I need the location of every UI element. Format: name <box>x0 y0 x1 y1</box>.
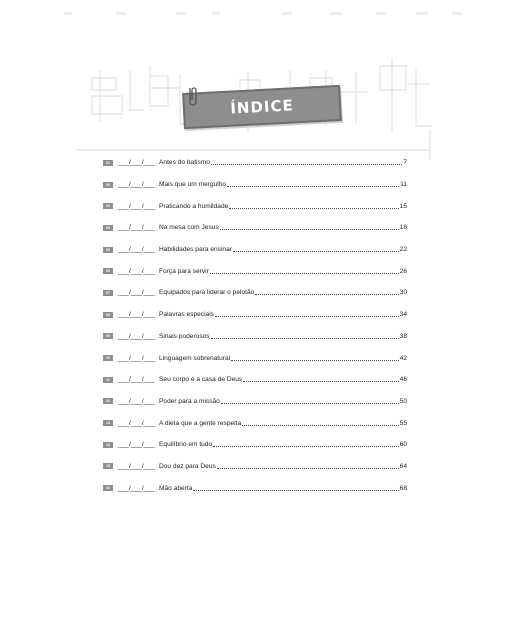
dot-leader <box>215 316 399 317</box>
dot-leader <box>242 425 399 426</box>
date-blank: ___/___/___ <box>118 289 155 297</box>
dot-leader <box>217 468 399 469</box>
entry-number: 03 <box>103 203 113 209</box>
entry-page: 34 <box>399 311 407 319</box>
entry-page: 18 <box>399 224 407 232</box>
date-blank: ___/___/___ <box>118 224 155 232</box>
entry-page: 38 <box>399 332 407 340</box>
dot-leader <box>229 208 398 209</box>
date-blank: ___/___/___ <box>118 159 155 167</box>
entry-number: 14 <box>103 442 113 448</box>
toc-entry <box>103 477 407 499</box>
date-blank: ___/___/___ <box>118 311 155 319</box>
date-blank: ___/___/___ <box>118 441 155 449</box>
entry-number: 09 <box>103 333 113 339</box>
entry-number: 15 <box>103 463 113 469</box>
paperclip-icon <box>186 86 198 108</box>
dot-leader <box>210 273 399 274</box>
entry-title: A dieta que a gente respeita <box>159 419 242 427</box>
date-blank: ___/___/___ <box>118 354 155 362</box>
entry-page: 64 <box>399 462 407 470</box>
entry-number: 12 <box>103 398 113 404</box>
entry-title: Dou dez para Deus <box>159 462 216 470</box>
entry-title: Habilidades para ensinar <box>159 246 232 254</box>
toc-entry <box>103 152 407 174</box>
date-blank: ___/___/___ <box>118 397 155 405</box>
dot-leader <box>243 381 398 382</box>
toc-entry <box>103 347 407 369</box>
dot-leader <box>231 360 399 361</box>
toc-entry <box>103 391 407 413</box>
entry-number: 06 <box>103 268 113 274</box>
toc-entry <box>103 174 407 196</box>
dot-leader <box>233 251 399 252</box>
entry-page: 26 <box>399 267 407 275</box>
date-blank: ___/___/___ <box>118 332 155 340</box>
entry-title: Linguagem sobrenatural <box>159 354 231 362</box>
entry-page: 55 <box>399 419 407 427</box>
entry-page: 46 <box>399 376 407 384</box>
entry-page: 11 <box>400 181 407 189</box>
entry-title: Mais que um mergulho <box>159 181 227 189</box>
date-blank: ___/___/___ <box>118 246 155 254</box>
dot-leader <box>193 490 398 491</box>
dot-leader <box>227 186 399 187</box>
dot-leader <box>220 229 399 230</box>
entry-title: Palavras especiais <box>159 311 214 319</box>
toc-entry <box>103 195 407 217</box>
entry-title: Sinais poderosos <box>159 332 210 340</box>
entry-page: 15 <box>399 202 407 210</box>
entry-title: Equilíbrio em tudo <box>159 441 213 449</box>
date-blank: ___/___/___ <box>118 462 155 470</box>
entry-page: 22 <box>399 246 407 254</box>
page-title: ÍNDICE <box>229 96 295 118</box>
entry-page: 30 <box>399 289 407 297</box>
entry-title: Na mesa com Jesus <box>159 224 219 232</box>
toc-entry <box>103 326 407 348</box>
entry-number: 11 <box>103 377 113 383</box>
dot-leader <box>211 164 402 165</box>
entry-number: 10 <box>103 355 113 361</box>
toc-entry <box>103 304 407 326</box>
toc-entry <box>103 369 407 391</box>
toc-entry <box>103 282 407 304</box>
entry-title: Mão aberta <box>159 484 193 492</box>
date-blank: ___/___/___ <box>118 181 155 189</box>
toc-entry <box>103 456 407 478</box>
entry-page: 68 <box>399 484 407 492</box>
entry-number: 13 <box>103 420 113 426</box>
entry-number: 16 <box>103 485 113 491</box>
toc-entry <box>103 239 407 261</box>
dot-leader <box>213 446 399 447</box>
toc-entry <box>103 412 407 434</box>
entry-title: Poder para a missão <box>159 397 220 405</box>
table-of-contents <box>103 152 407 499</box>
entry-page: 42 <box>399 354 407 362</box>
dot-leader <box>255 294 398 295</box>
entry-number: 08 <box>103 312 113 318</box>
entry-number: 02 <box>103 182 113 188</box>
entry-title: Praticando a humildade <box>159 202 229 210</box>
toc-entry <box>103 260 407 282</box>
entry-number: 07 <box>103 290 113 296</box>
entry-number: 04 <box>103 225 113 231</box>
toc-entry <box>103 217 407 239</box>
entry-title: Antes do batismo <box>159 159 210 167</box>
dot-leader <box>211 338 399 339</box>
entry-number: 01 <box>103 160 113 166</box>
entry-title: Seu corpo é a casa de Deus <box>159 376 243 384</box>
entry-page: 7 <box>403 159 407 167</box>
toc-entry <box>103 434 407 456</box>
date-blank: ___/___/___ <box>118 202 155 210</box>
entry-number: 05 <box>103 247 113 253</box>
date-blank: ___/___/___ <box>118 419 155 427</box>
date-blank: ___/___/___ <box>118 484 155 492</box>
entry-page: 50 <box>399 397 407 405</box>
entry-title: Equipados para liderar o pelotão <box>159 289 255 297</box>
date-blank: ___/___/___ <box>118 267 155 275</box>
entry-page: 60 <box>399 441 407 449</box>
dot-leader <box>221 403 399 404</box>
entry-title: Força para servir <box>159 267 209 275</box>
date-blank: ___/___/___ <box>118 376 155 384</box>
